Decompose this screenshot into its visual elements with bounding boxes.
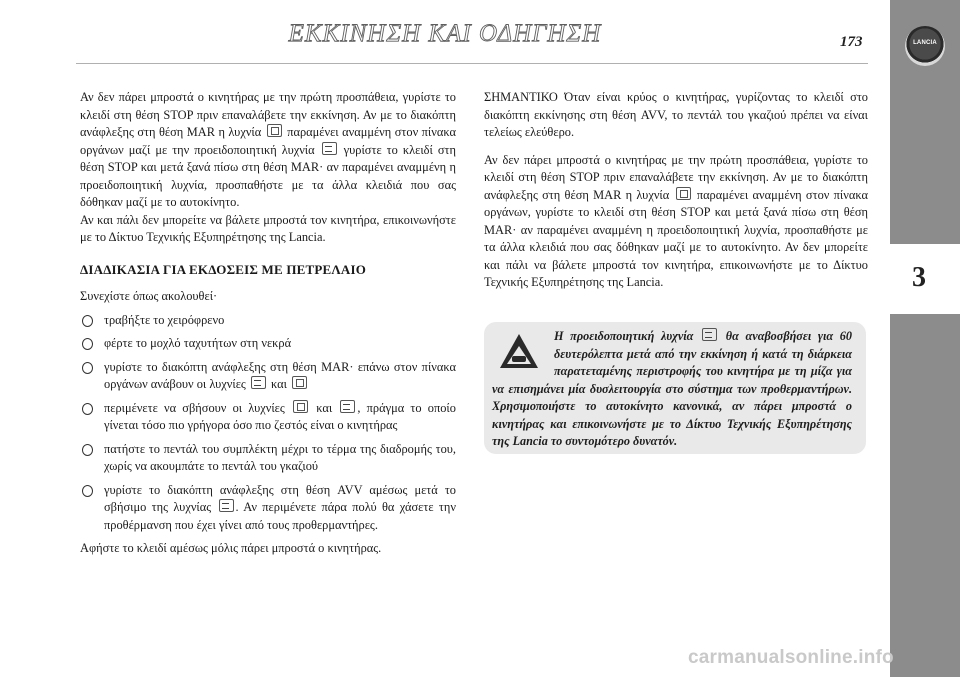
list-item: φέρτε το μοχλό ταχυτήτων στη νεκρά	[80, 335, 456, 353]
intro-text: Συνεχίστε όπως ακολουθεί·	[80, 289, 218, 303]
list-item: τραβήξτε το χειρόφρενο	[80, 312, 456, 330]
list-item: γυρίστε το διακόπτη ανάφλεξης στη θέση MAR· επάνω στον πίνακα οργάνων ανάβουν οι λυχνίες και	[80, 359, 456, 394]
important-note: ΣΗΜΑΝΤΙΚΟ Όταν είναι κρύος ο κινητήρας, γυρίζοντας το κλειδί στο διακόπτη εκκίνησης στη θέση AVV, το πεντάλ του γκαζιού πρέπει να είναι τελείως ελεύθερο.	[484, 90, 868, 139]
chapter-number: 3	[912, 262, 926, 293]
section-heading: ΔΙΑΔΙΚΑΣΙΑ ΓΙΑ ΕΚΔΟΣΕΙΣ ΜΕ ΠΕΤΡΕΛΑΙΟ	[80, 261, 367, 277]
bullet-icon	[82, 338, 93, 350]
bullet-icon	[82, 403, 93, 415]
steps-list	[80, 312, 456, 535]
immobilizer-icon	[322, 142, 337, 155]
paragraph-restart-diesel: Αν δεν πάρει μπροστά ο κινητήρας με την πρώτη προσπάθεια, γυρίστε το κλειδί στη θέση STOP πριν επαναλάβετε την εκκίνηση. Αν με το διακόπτη ανάφλεξης στη θέση MAR η λυχνία παραμένει αναμμένη στον πίνακα οργάνων, γυρίστε το κλειδί στη θέση STOP και μετά ξανά πίσω στη θέση MAR· αν παραμένει αναμμένη η προειδοποιητική λυχνία, προσπαθήστε με τα άλλα κλειδιά που σας δόθηκαν μαζί με το αυτοκίνητο. Αν δεν μπορείτε και πάλι να βάλετε μπροστά τον κινητήρα, επικοινωνήστε με το Δίκτυο Τεχνικής Εξυπηρέτησης της Lancia.	[484, 152, 868, 289]
engine-warning-icon	[292, 376, 307, 389]
closing-text: Αφήστε το κλειδί αμέσως μόλις πάρει μπροστά ο κινητήρας.	[80, 541, 382, 555]
list-item: πατήστε το πεντάλ του συμπλέκτη μέχρι το τέρμα της διαδρομής του, χωρίς να ακουμπάτε το πεντάλ του γκαζιού	[80, 441, 456, 476]
bullet-icon	[82, 485, 93, 497]
chapter-sidebar	[890, 0, 960, 677]
page-header	[0, 0, 890, 68]
lancia-logo	[905, 26, 945, 66]
header-divider	[76, 63, 868, 64]
engine-warning-icon	[267, 124, 282, 137]
engine-warning-icon	[293, 400, 308, 413]
paragraph-restart: Αν δεν πάρει μπροστά ο κινητήρας με την πρώτη προσπάθεια, γυρίστε το κλειδί στη θέση STOP πριν επαναλάβετε την εκκίνηση. Αν με το διακόπτη ανάφλεξης στη θέση MAR η λυχνία παραμένει αναμμένη στον πίνακα οργάνων μαζί με την προειδοποιητική λυχνία γυρίστε το κλειδί στη θέση STOP και μετά ξανά πίσω στη θέση MAR· αν παραμένει αναμμένη η προειδοποιητική λυχνία, προσπαθήστε με τα άλλα κλειδιά που σας δόθηκαν μαζί με το αυτοκίνητο.	[80, 90, 456, 209]
watermark: carmanualsonline.info	[688, 647, 894, 668]
bullet-icon	[82, 444, 93, 456]
page-number: 173	[840, 34, 863, 50]
glow-plug-icon	[251, 376, 266, 389]
glow-plug-icon	[702, 328, 717, 341]
right-column	[484, 89, 868, 292]
list-item: περιμένετε να σβήσουν οι λυχνίες και , πράγμα το οποίο γίνεται τόσο πιο γρήγορα όσο πιο ζεστός είναι ο κινητήρας	[80, 400, 456, 435]
list-item: γυρίστε το διακόπτη ανάφλεξης στη θέση AVV αμέσως μετά το σβήσιμο της λυχνίας . Αν περιμένετε πάρα πολύ θα χάσετε την προθέρμανση που έχει γίνει από τους προθερμαντήρες.	[80, 482, 456, 535]
left-column	[80, 89, 456, 558]
bullet-icon	[82, 362, 93, 374]
glow-plug-icon	[219, 499, 234, 512]
logo-text: LANCIA	[913, 40, 937, 46]
engine-warning-icon	[676, 187, 691, 200]
section-title: ΕΚΚΙΝΗΣΗ ΚΑΙ ΟΔΗΓΗΣΗ	[288, 20, 602, 47]
bullet-icon	[82, 315, 93, 327]
glow-plug-icon	[340, 400, 355, 413]
paragraph-contact-service: Αν και πάλι δεν μπορείτε να βάλετε μπροστά τον κινητήρα, επικοινωνήστε με το Δίκτυο Τεχνικής Εξυπηρέτησης της Lancia.	[80, 212, 456, 244]
warning-text: Η προειδοποιητική λυχνία θα αναβοσβήσει για 60 δευτερόλεπτα μετά από την εκκίνηση ή κατά τη διάρκεια παρατεταμένης περιστροφής του κινητήρα με τη μίζα για να επισημάνει μία δυσλειτουργία στο σύστημα των προθερμαντήρων. Χρησιμοποιήστε το αυτοκίνητο κανονικά, αν πάρει μπροστά ο κινητήρας και επικοινωνήστε με το Δίκτυο Τεχνικής Εξυπηρέτησης της Lancia το συντομότερο δυνατόν.	[492, 329, 852, 448]
warning-box	[484, 322, 866, 454]
